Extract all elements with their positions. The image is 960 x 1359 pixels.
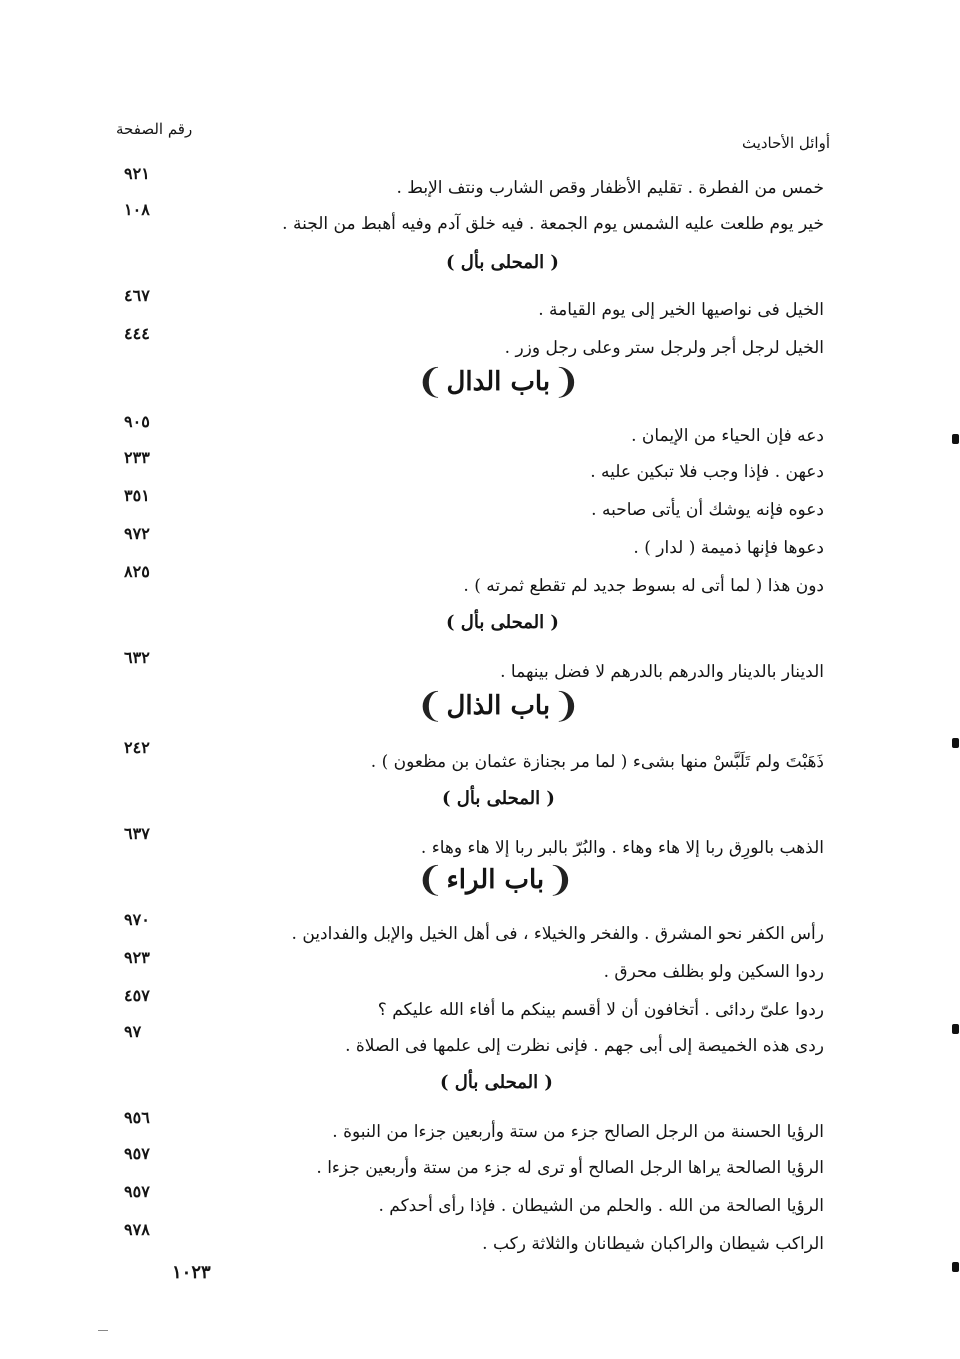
- page-reference: ٩٥٧: [124, 1144, 150, 1163]
- hadith-text: الرؤيا الصالحة من الله . والحلم من الشيطان . فإذا رأى أحدكم .: [378, 1196, 824, 1216]
- hadith-text: خير يوم طلعت عليه الشمس يوم الجمعة . فيه خلق آدم وفيه أهبط من الجنة .: [282, 214, 824, 234]
- hadith-text: ردى هذه الخميصة إلى أبى جهم . فإنى نظرت إلى علمها فى الصلاة .: [345, 1036, 824, 1056]
- hadith-text: دعوه فإنه يوشك أن يأتى صاحبه .: [591, 500, 824, 520]
- ornamental-bracket-right: ❨: [546, 860, 575, 900]
- page-number-column-header: رقم الصفحة: [116, 120, 193, 138]
- chapter-title: باب الذال: [446, 691, 551, 721]
- page-reference: ٩٢٣: [124, 948, 150, 967]
- page-reference: ٤٤٤: [124, 324, 150, 343]
- page-reference: ٩٧٢: [124, 524, 150, 543]
- hadith-text: خمس من الفطرة . تقليم الأظفار وقص الشارب ونتف الإبط .: [396, 178, 824, 198]
- hadith-entry: [0, 562, 960, 612]
- chapter-heading-dal: [416, 362, 581, 402]
- page-reference: ٤٥٧: [124, 986, 150, 1005]
- ornamental-bracket-left: ❩: [416, 860, 445, 900]
- hadith-entry: [0, 1022, 960, 1072]
- ornamental-bracket-left: ❩: [416, 362, 445, 402]
- hadith-text: الخيل فى نواصيها الخير إلى يوم القيامة .: [538, 300, 824, 320]
- page-reference: ٢٣٣: [124, 448, 150, 467]
- ornamental-bracket-right: ❨: [552, 362, 581, 402]
- page-reference: ٢٤٢: [124, 738, 150, 757]
- page-reference: ٩٧٠: [124, 910, 150, 929]
- hadith-entry: [0, 1220, 960, 1270]
- hadith-entry: [0, 986, 960, 1036]
- page-reference: ٩٧: [124, 1022, 142, 1041]
- hadith-entry: [0, 738, 960, 788]
- hadith-text: الرؤيا الحسنة من الرجل الصالح جزء من ستة وأربعين جزءا من النبوة .: [332, 1122, 824, 1142]
- page-reference: ٨٢٥: [124, 562, 150, 581]
- page-reference: ٣٥١: [124, 486, 150, 505]
- mahalli-subheading: ( المحلى بأل ): [446, 612, 559, 633]
- page-reference: ٩٢١: [124, 164, 150, 183]
- page-reference: ٩٧٨: [124, 1220, 150, 1239]
- hadith-text: الخيل لرجل أجر ولرجل ستر وعلى رجل وزر .: [504, 338, 824, 358]
- scan-mark: [952, 1024, 959, 1034]
- hadith-text: دعوها فإنها ذميمة ( لدار ) .: [633, 538, 824, 558]
- hadith-text: دعهن . فإذا وجب فلا تبكين عليه .: [590, 462, 824, 482]
- page-reference: ٦٣٢: [124, 648, 150, 667]
- hadith-text: الرؤيا الصالحة يراها الرجل الصالح أو ترى له جزء من ستة وأربعين جزءا .: [316, 1158, 824, 1178]
- page-reference: ٦٣٧: [124, 824, 150, 843]
- chapter-title: باب الراء: [446, 865, 545, 895]
- hadith-text: ردوا السكين ولو بظلف محرق .: [603, 962, 824, 982]
- scan-mark: [952, 1262, 959, 1272]
- scan-mark: [952, 434, 959, 444]
- page-reference: ٤٦٧: [124, 286, 150, 305]
- ornamental-bracket-right: ❨: [552, 686, 581, 726]
- hadith-text: دعه فإن الحياء من الإيمان .: [631, 426, 824, 446]
- hadith-text: ذَهَبْتَ ولم تَلَبَّسْ منها بشىء ( لما مر بجنازة عثمان بن مظعون ) .: [370, 752, 824, 772]
- page-reference: ٩٠٥: [124, 412, 150, 431]
- hadith-text: الراكب شيطان والراكبان شيطانان والثلاثة ركب .: [482, 1234, 824, 1254]
- chapter-heading-ra: [416, 860, 575, 900]
- chapter-title: باب الدال: [446, 367, 551, 397]
- mahalli-subheading: ( المحلى بأل ): [442, 788, 555, 809]
- ornamental-bracket-left: ❩: [416, 686, 445, 726]
- hadith-beginnings-column-header: أوائل الأحاديث: [741, 134, 830, 152]
- scan-mark: [952, 738, 959, 748]
- chapter-heading-dhal: [416, 686, 581, 726]
- hadith-text: الدينار بالدينار والدرهم بالدرهم لا فضل بينهما .: [500, 662, 824, 682]
- page-reference: ١٠٨: [124, 200, 150, 219]
- folio-page-number: ١٠٢٣: [172, 1262, 211, 1283]
- hadith-text: ردوا علىّ ردائى . أتخافون أن لا أقسم بينكم ما أفاء الله عليكم ؟: [377, 1000, 824, 1020]
- page-reference: ٩٥٧: [124, 1182, 150, 1201]
- hadith-entry: [0, 200, 960, 250]
- hadith-text: رأس الكفر نحو المشرق . والفخر والخيلاء ، فى أهل الخيل والإبل والفدادين .: [291, 924, 824, 944]
- mahalli-subheading: ( المحلى بأل ): [440, 1072, 553, 1093]
- hadith-text: دون هذا ( لما أتى له بسوط جديد لم تقطع ثمرته ) .: [463, 576, 824, 596]
- hadith-text: الذهب بالورِق ربا إلا هاء وهاء . والبُرّ بالبر ربا إلا هاء وهاء .: [420, 838, 824, 858]
- page-reference: ٩٥٦: [124, 1108, 150, 1127]
- mahalli-subheading: ( المحلى بأل ): [446, 252, 559, 273]
- scan-speck: [98, 1330, 108, 1331]
